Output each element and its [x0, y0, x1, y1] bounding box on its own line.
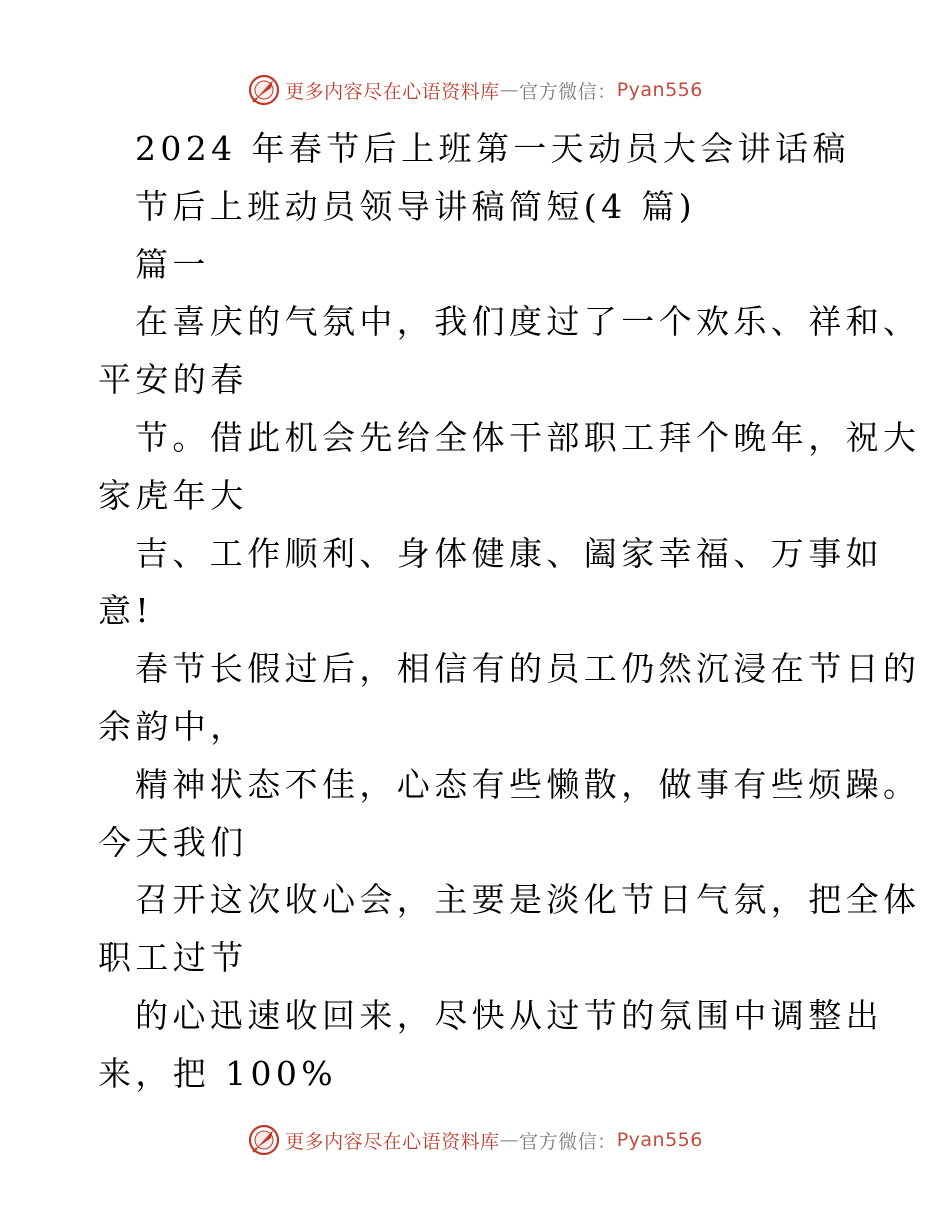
- footer-watermark: [0, 1120, 950, 1160]
- quill-logo-icon: [247, 73, 281, 107]
- paragraph-line: 意!: [98, 591, 154, 631]
- paragraph-line: 精神状态不佳，心态有些懒散，做事有些烦躁。: [135, 764, 921, 804]
- paragraph-line: 吉、工作顺利、身体健康、阖家幸福、万事如: [135, 533, 883, 573]
- paragraph-line: 余韵中，: [98, 706, 248, 746]
- paragraph-line: 职工过节: [98, 938, 248, 978]
- paragraph-line: 的心迅速收回来，尽快从过节的氛围中调整出: [135, 995, 883, 1035]
- watermark-separator: —: [499, 79, 520, 101]
- document-subtitle: 节后上班动员领导讲稿简短(4 篇): [135, 186, 697, 226]
- paragraph-line: 今天我们: [98, 822, 248, 862]
- paragraph-line: 召开这次收心会，主要是淡化节日气氛，把全体: [135, 880, 921, 920]
- paragraph-line: 平安的春: [98, 360, 248, 400]
- section-heading: 篇一: [135, 244, 210, 284]
- header-watermark: [0, 70, 950, 110]
- document-title: 2024 年春节后上班第一天动员大会讲话稿: [135, 129, 850, 168]
- watermark-main-text: 更多内容尽在心语资料库: [285, 80, 500, 103]
- watermark-wechat-id: Pyan556: [616, 1129, 703, 1151]
- watermark-separator: —: [499, 1129, 520, 1151]
- paragraph-line: 来，把 100%: [98, 1053, 338, 1093]
- watermark-main-text: 更多内容尽在心语资料库: [285, 1130, 500, 1153]
- quill-logo-icon: [247, 1123, 281, 1157]
- paragraph-line: 春节长假过后，相信有的员工仍然沉浸在节日的: [135, 649, 921, 689]
- watermark-wechat-label: 官方微信：: [519, 1130, 617, 1153]
- paragraph-line: 在喜庆的气氛中，我们度过了一个欢乐、祥和、: [135, 302, 921, 342]
- watermark-wechat-label: 官方微信：: [519, 80, 617, 103]
- paragraph-line: 家虎年大: [98, 475, 248, 515]
- document-body: [98, 120, 921, 1103]
- paragraph-line: 节。借此机会先给全体干部职工拜个晚年，祝大: [135, 417, 921, 457]
- watermark-wechat-id: Pyan556: [616, 79, 703, 101]
